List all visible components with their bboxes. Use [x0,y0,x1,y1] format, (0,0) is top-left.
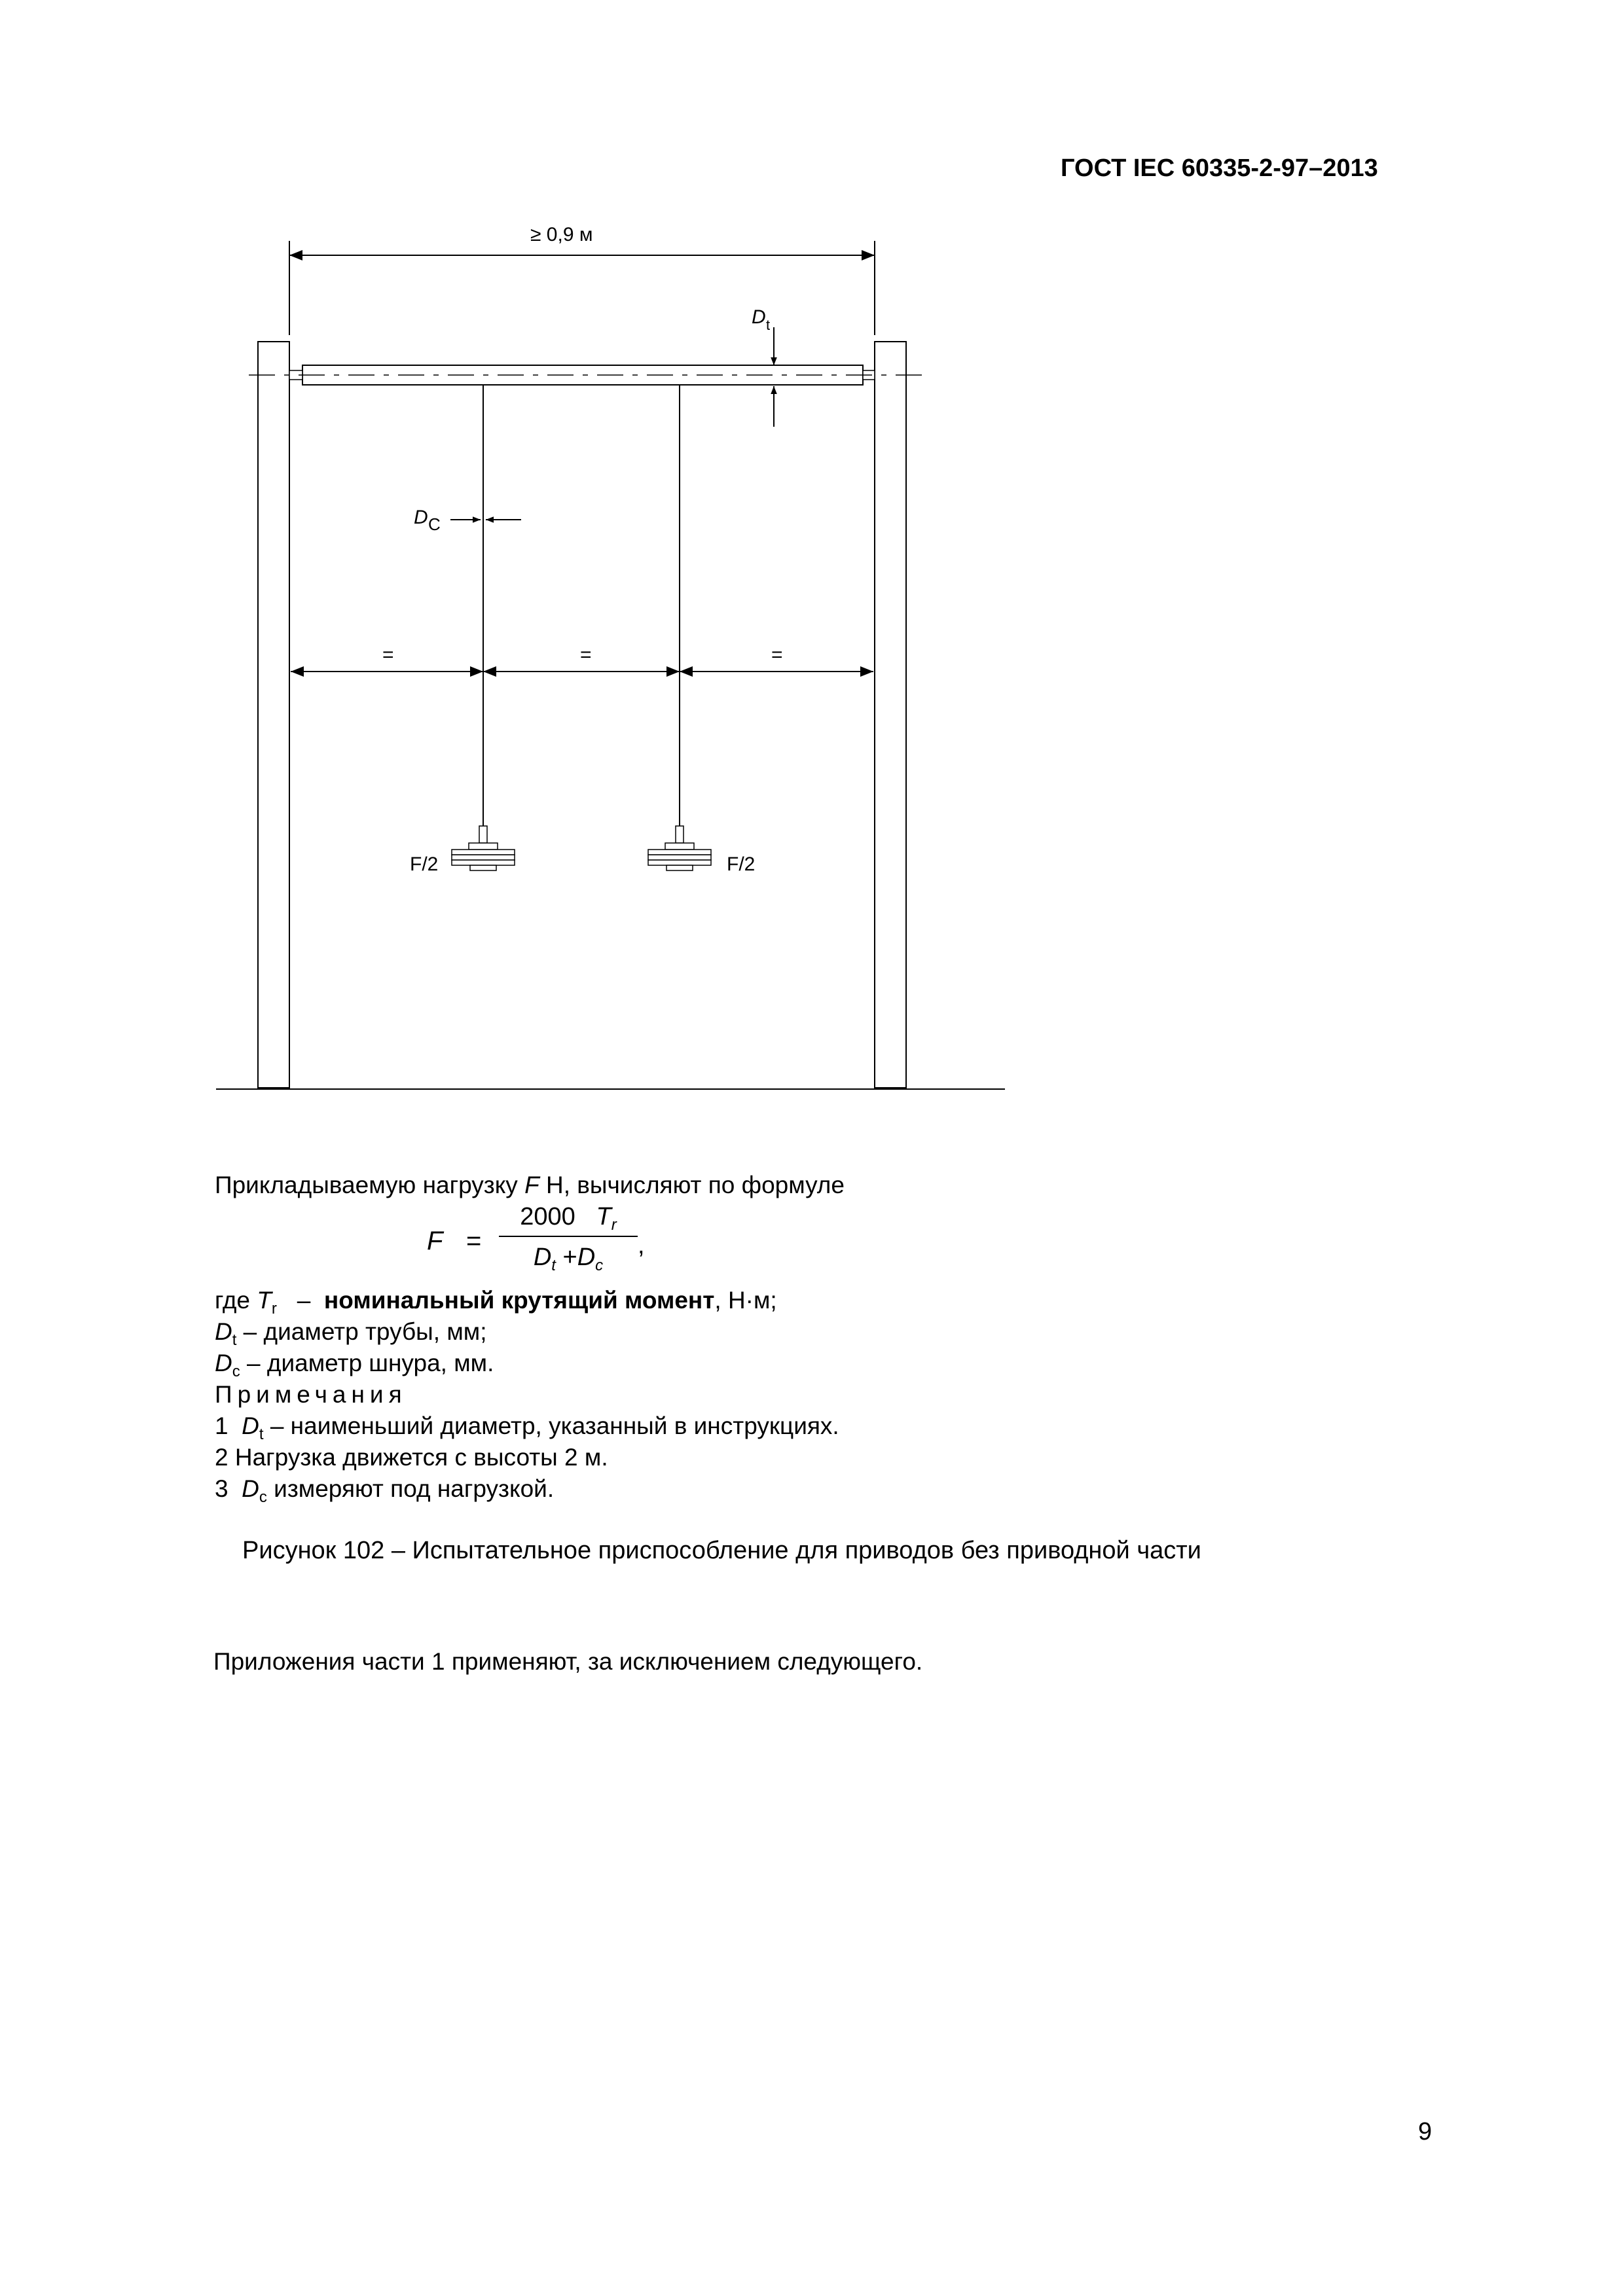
note-1: 1 $D_t$ – наименьший диаметр, указанный в инструкциях. [215,1412,839,1443]
equal-mark-2: = [580,644,592,666]
intro-line: Прикладываемую нагрузку F Н, вычисляют по формуле [215,1172,845,1198]
formula-numerator: 2000 $T_r$ [520,1203,617,1234]
tube [249,365,923,385]
cord-diameter-label: D [414,507,428,528]
span-label: ≥ 0,9 м [530,224,593,245]
figure-caption: Рисунок 102 – Испытательное приспособление для приводов без приводной части [242,1537,1201,1564]
formula-denominator: $D_t +D_c$ [533,1244,604,1274]
span-dimension [289,224,875,335]
equal-mark-1: = [382,644,394,666]
weight-left [410,826,515,875]
equal-spacing-dimension [291,644,873,672]
weight-right [648,826,755,875]
annex-sentence: Приложения части 1 применяют, за исключением следующего. [213,1648,923,1675]
equal-mark-3: = [771,644,783,666]
svg-text:C: C [428,514,441,534]
definition-tr: где $T_r$ – номинальный крутящий момент, Н·м; [215,1287,777,1318]
test-fixture-figure [0,0,1623,1113]
left-post [258,342,289,1088]
definition-dc: $D_c$ – диаметр шнура, мм. [215,1350,494,1380]
load-label-right: F/2 [727,853,756,875]
note-2: 2 Нагрузка движется с высоты 2 м. [215,1444,608,1471]
page-number: 9 [1418,2118,1432,2145]
svg-text:t: t [766,317,771,333]
tube-diameter-label: D [752,306,766,328]
fraction-bar [499,1236,638,1237]
right-post [875,342,906,1088]
note-3: 3 $D_c$ измеряют под нагрузкой. [215,1475,555,1506]
cord-diameter-dimension [414,507,521,534]
load-label-left: F/2 [410,853,439,875]
definition-dt: $D_t$ – диаметр трубы, мм; [215,1318,487,1349]
load-formula: F = 2000 $T_r$ $D_t +D_c$ , [427,1203,645,1274]
document-header: ГОСТ IEC 60335-2-97–2013 [1061,154,1378,182]
notes-title: Примечания [215,1381,407,1408]
